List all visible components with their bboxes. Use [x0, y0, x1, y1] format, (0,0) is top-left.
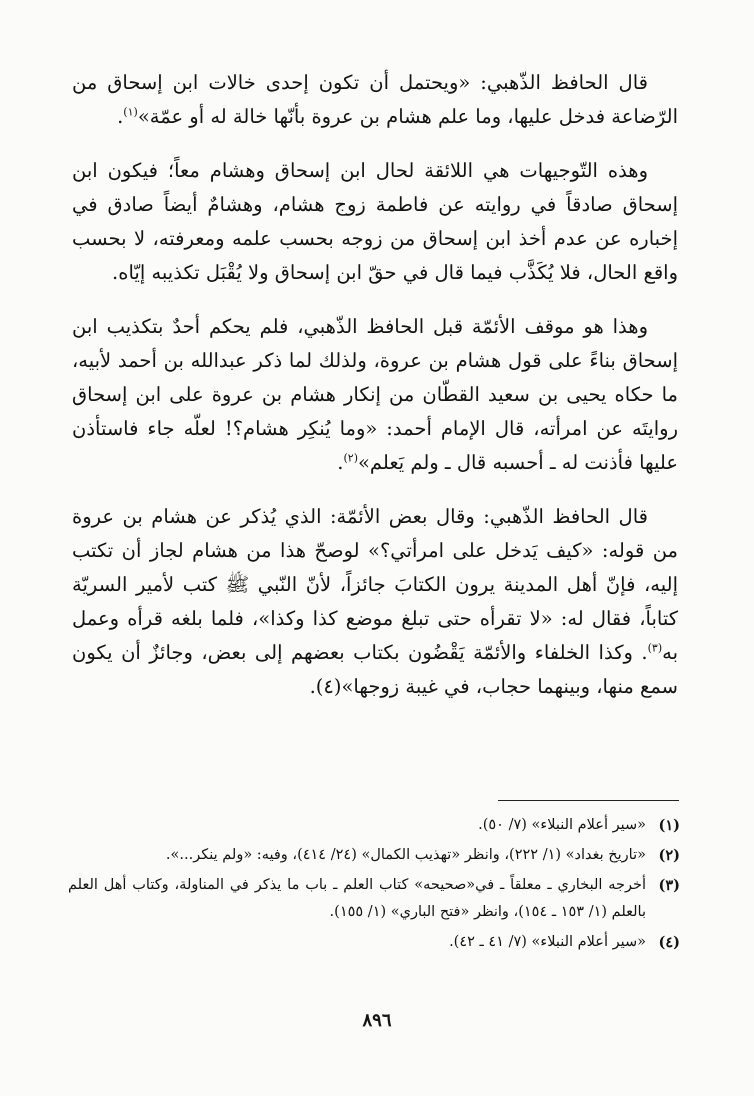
- footnote-number: (١): [658, 817, 680, 834]
- footnote-1: [68, 812, 680, 839]
- footnote-2: [68, 842, 680, 869]
- footnote-number: (٤): [658, 934, 680, 951]
- footnote-4: [68, 929, 680, 956]
- paragraph-4: قال الحافظ الذّهبي: وقال بعض الأئمّة: الذي يُذكر عن هشام بن عروة من قوله: «كيف يَدخل على امرأتي؟» لوصحّ هذا من هشام لجاز أن تكتب إليه، فإنّ أهل المدينة يرون الكتابَ جائزاً، لأنّ النّبي ﷺ كتب لأمير السريّة كتاباً، فقال له: «لا تقرأه حتى تبلغ موضع كذا وكذا»، فلما بلغه قرأه وعمل به$^{(٣)}$. وكذا الخلفاء والأئمّة يَقْضُون بكتاب بعضهم إلى بعض، وجائزٌ أن يكون سمع منها، وبينهما حجاب، في غيبة زوجها»(٤).: [72, 505, 678, 698]
- paragraph-1: قال الحافظ الذّهبي: «ويحتمل أن تكون إحدى خالات ابن إسحاق من الرّضاعة فدخل عليها، وما علم هشام بن عروة بأنّها خالة له أو عمّة»$^{(١)}$.: [72, 71, 678, 128]
- main-text: [72, 66, 678, 704]
- footnote-text: «سير أعلام النبلاء» (٧/ ٤١ ـ ٤٢).: [449, 934, 646, 950]
- footnote-reference-1[interactable]: (١): [123, 105, 138, 119]
- footnote-number: (٣): [658, 877, 680, 894]
- footnote-separator: [498, 800, 679, 801]
- footnote-3: [68, 872, 680, 926]
- footnote-text: «سير أعلام النبلاء» (٧/ ٥٠).: [478, 817, 646, 833]
- footnote-text: «تاريخ بغداد» (١/ ٢٢٢)، وانظر «تهذيب الكمال» (٢٤/ ٤١٤)، وفيه: «ولم ينكر...».: [165, 847, 646, 863]
- footnote-text: أخرجه البخاري ـ معلقاً ـ في«صحيحه» كتاب العلم ـ باب ما يذكر في المناولة، وكتاب أهل العلم بالعلم (١/ ١٥٣ ـ ١٥٤)، وانظر «فتح الباري» (١/ ١٥٥).: [68, 877, 646, 920]
- footnote-number: (٢): [658, 847, 680, 864]
- paragraph-3: وهذا هو موقف الأئمّة قبل الحافظ الذّهبي، فلم يحكم أحدٌ بتكذيب ابن إسحاق بناءً على قول هشام بن عروة، ولذلك لما ذكر عبدالله بن أحمد لأبيه، ما حكاه يحيى بن سعيد القطّان من إنكار هشام بن عروة على ابن إسحاق روايتَه عن امرأته، قال الإمام أحمد: «وما يُنكِر هشام؟! لعلّه جاء فاستأذن عليها فأذنت له ـ أحسبه قال ـ ولم يَعلم»$^{(٢)}$.: [72, 315, 678, 474]
- paragraph-2: وهذه التّوجيهات هي اللائقة لحال ابن إسحاق وهشام معاً؛ فيكون ابن إسحاق صادقاً في روايته عن فاطمة زوج هشام، وهشامٌ أيضاً صادق في إخباره عن عدم أخذ ابن إسحاق من زوجه بحسب علمه ومعرفته، لا بحسب واقع الحال، فلا يُكَذَّب فيما قال في حقّ ابن إسحاق ولا يُقْبَل تكذيبه إيّاه.: [72, 159, 678, 284]
- footnotes: [68, 812, 680, 959]
- footnote-reference-3[interactable]: (٣): [647, 641, 663, 655]
- page-number: ٨٩٦: [362, 1010, 392, 1031]
- footnote-reference-2[interactable]: (٢): [343, 451, 358, 465]
